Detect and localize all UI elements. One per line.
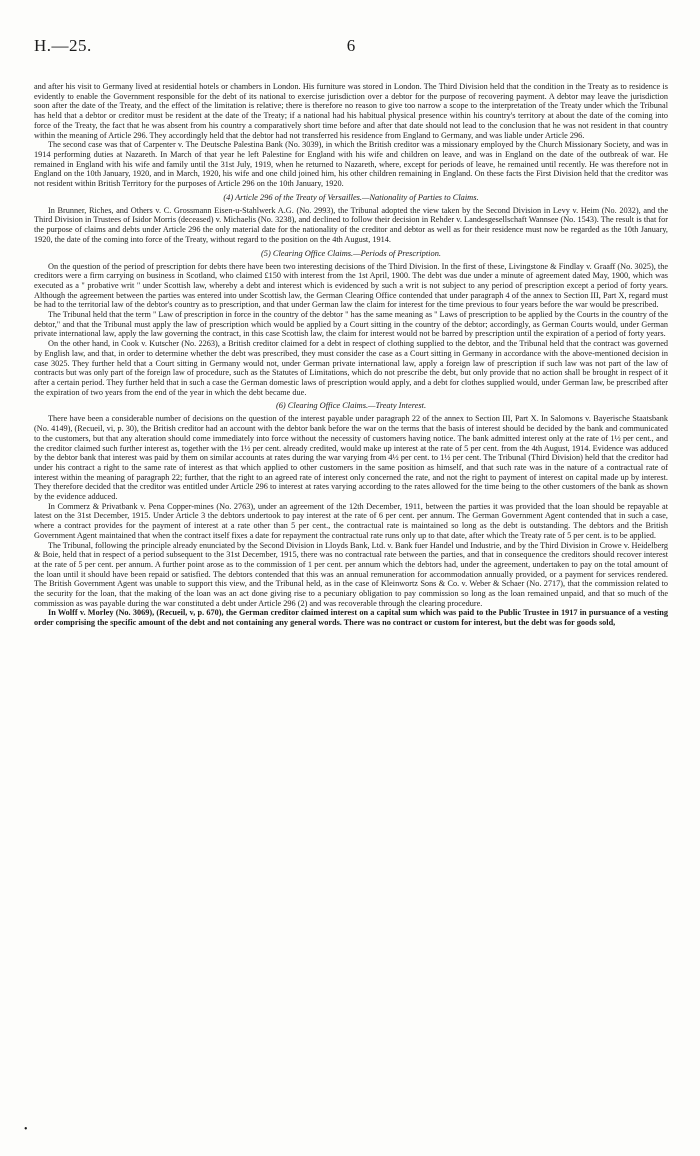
section-heading: (4) Article 296 of the Treaty of Versailles.—Nationality of Parties to Claims. bbox=[223, 192, 479, 202]
paragraph: On the question of the period of prescription for debts there have been two interesting decisions of the Third Division. In the first of these, Livingstone & Findlay v. Graaff (No. 3025), the creditors were a firm carrying on business in Scotland, who claimed £150 with interest from the 1st April, 1900. The debt was due under a minute of agreement dated May, 1900, which was executed as a " probative writ " under Scottish law, whereby a debt and interest which is evidenced by such a writ is not subject to any period of prescription except a period of forty years. Although the agreement between the parties was entered into under Scottish law, the German Clearing Office contended that under paragraph 4 of the annex to Section III, Part X, regard must be had to the territorial law of the debtor's country as to prescription, and that under German law the claim for interest for the time previous to four years before the war would be prescribed. bbox=[34, 261, 668, 310]
paragraph: In Commerz & Privatbank v. Pena Copper-mines (No. 2763), under an agreement of the 12th December, 1911, between the parties it was provided that the loan should be repayable at latest on the 31st December, 1915. Under Article 3 the debtors undertook to pay interest at the rate of 6 per cent. per annum. The German Government Agent contended that in such a case, where a contract provides for the payment of interest at a rate other than 5 per cent., the contractual rate is maintained so long as the debt is outstanding. The debtors and the British Government Agent maintained that when the contract itself fixes a date for repayment the contractual rate runs only up to that date, after which the Treaty rate of 5 per cent. is to be applied. bbox=[34, 501, 668, 540]
paragraph: There have been a considerable number of decisions on the question of the interest payable under paragraph 22 of the annex to Section III, Part X. In Salomons v. Bayerische Staatsbank (No. 4149), (Recueil, vi, p. 30), the British creditor had an account with the debtor bank before the war on the terms that the basis of interest should be decided by the bank and communicated to the customers, but that any alteration should come immediately into force without the necessity of customers having notice. The bank admitted interest only at the rate of 1½ per cent., and the creditor claimed such further interest as, together with the 1½ per cent. already credited, would make up interest at the rate of 5 per cent. from the 4th August, 1914. Evidence was adduced by the debtor bank that interest was paid by them on similar accounts at rates during the war varying from 4½ per cent. to 1½ per cent. The Tribunal (Third Division) held that the creditor had under his contract a right to the same rate of interest as that which applied to other customers in the same position as himself, and that such rate was in the nature of a contractual rate of interest within the meaning of paragraph 22; further, that the right to an agreed rate of interest only concerned the rate, and not the right to payment of interest on capital made up by interest. They therefore decided that the creditor was entitled under Article 296 to interest at rates varying according to the rates allowed for the time being to the other customers of the bank as shown by the evidence adduced. bbox=[34, 414, 668, 502]
document-body bbox=[34, 82, 668, 628]
page-header bbox=[34, 36, 668, 62]
paragraph: The Tribunal held that the term " Law of prescription in force in the country of the debtor " has the same meaning as " Laws of prescription to be applied by the Courts in the country of the debtor," and that the Tribunal must apply the law of prescription which would be applied by a Court sitting in the country of the debtor; accordingly, as German Courts would, under German private international law, apply the law governing the contract, in this case Scottish law, the claim for interest would not be barred by prescription until the expiration of a period of forty years. bbox=[34, 310, 668, 339]
document-reference: H.—25. bbox=[34, 36, 92, 55]
paragraph: The Tribunal, following the principle already enunciated by the Second Division in Lloyds Bank, Ltd. v. Bank fuer Handel und Industrie, and by the Third Division in Crowe v. Heidelberg & Boie, held that in respect of a period subsequent to the 31st December, 1915, there was no contractual rate between the parties, and that in consequence the creditors should recover interest at the rate of 5 per cent. per annum. A further point arose as to the commission of 1 per cent. per annum which the debtors had, under the agreement, undertaken to pay on the total amount of the loan until it should have been repaid or satisfied. The debtors contended that this was an annual remuneration for accommodation annually provided, or a payment for services rendered. The British Government Agent was unable to support this view, and the Tribunal held, as in the case of Kleinwortz Sons & Co. v. Weber & Schaer (No. 2717), that the commission related to the security for the loan, that the making of the loan was an act done giving rise to a pecuniary obligation to pay commission so long as the loan remained unpaid, and that so much of the commission as was payable during the war constituted a debt under Article 296 (2) and was recoverable through the clearing procedure. bbox=[34, 540, 668, 608]
section-heading: (6) Clearing Office Claims.—Treaty Interest. bbox=[275, 401, 427, 411]
paragraph: and after his visit to Germany lived at residential hotels or chambers in London. His furniture was stored in London. The Third Division held that the condition in the Treaty as to residence is evidently to enable the Government responsible for the debt of its national to exercise jurisdiction over a debtor for the purpose of recovering payment. A debtor may leave the jurisdiction soon after the date of the Treaty, and the effect of the limitation is relative; there is therefore no reason to give too narrow a scope to the interpretation of the Treaty under which the Tribunal has held that a debtor or creditor must be resident at the date of the Treaty; if a national had his habitual physical presence within his country's territory at about the date of the coming into force of the Treaty, the fact that he was absent from his country a comparatively short time before and after that date should not lead to the conclusion that he was not resident in that country within the meaning of Article 296. They accordingly held that the debtor had not transferred his residence from England to Germany, and was liable under Article 296. bbox=[34, 82, 668, 140]
section-heading: (5) Clearing Office Claims.—Periods of Prescription. bbox=[261, 248, 441, 258]
paragraph: In Brunner, Riches, and Others v. C. Grossmann Eisen-u-Stahlwerk A.G. (No. 2993), the Tribunal adopted the view taken by the Second Division in Levy v. Heim (No. 2032), and the Third Division in Trustees of Isidor Morris (deceased) v. Michaelis (No. 3238), and declined to follow their decision in Rehder v. Landesgesellschaft Wannsee (No. 1543). The result is that for the purpose of claims and debts under Article 296 the only material date for the nationality of the creditor and debtor as well as for their residence must now be regarded as the 10th January, 1920, the date of the coming into force of the Treaty, without regard to the position on the 4th August, 1914. bbox=[34, 205, 668, 244]
margin-mark: • bbox=[24, 1124, 28, 1135]
paragraph: On the other hand, in Cook v. Kutscher (No. 2263), a British creditor claimed for a debt in respect of clothing supplied to the debtor, and the Tribunal held that the contract was governed by English law, and that, in order to determine whether the debt was prescribed, they must consider the case as a Court sitting in Germany in accordance with the above-mentioned decision in case 3025. They further held that a Court sitting in Germany would not, under German private international law, apply a foreign law of prescription if such law was not part of the law of contracts but was only part of the foreign law of procedure, such as the Statutes of Limitations, which do not prescribe the debt, but only provide that no action shall be brought in respect of it after a certain period. They further held that in such a case the German domestic laws of prescription would apply, and a debt for clothes supplied would, under German law, be prescribed after the expiration of two years from the end of the year in which the debt became due. bbox=[34, 339, 668, 397]
page-number: 6 bbox=[346, 36, 356, 55]
paragraph: In Wolff v. Morley (No. 3069), (Recueil, v, p. 670), the German creditor claimed interest on a capital sum which was paid to the Public Trustee in 1917 in pursuance of a vesting order comprising the specific amount of the debt and not containing any general words. There was no contract or custom for interest, but the debt was for goods sold, bbox=[34, 608, 668, 628]
paragraph: The second case was that of Carpenter v. The Deutsche Palestina Bank (No. 3039), in which the British creditor was a missionary employed by the Church Missionary Society, and was in 1914 performing duties at Nazareth. In March of that year he left Palestine for England with his wife and children on leave, and was in England on the date of the outbreak of war. He remained in England with his wife and family until the 31st July, 1919, when he returned to Nazareth, where, except for periods of leave, he remained until recently. He was therefore not in England on the 10th January, 1920, and in March, 1920, his wife and one child joined him, his other children remaining in England. On these facts the First Division held that the creditor was not resident within British Territory for the purposes of Article 296 on the 10th January, 1920. bbox=[34, 140, 668, 189]
